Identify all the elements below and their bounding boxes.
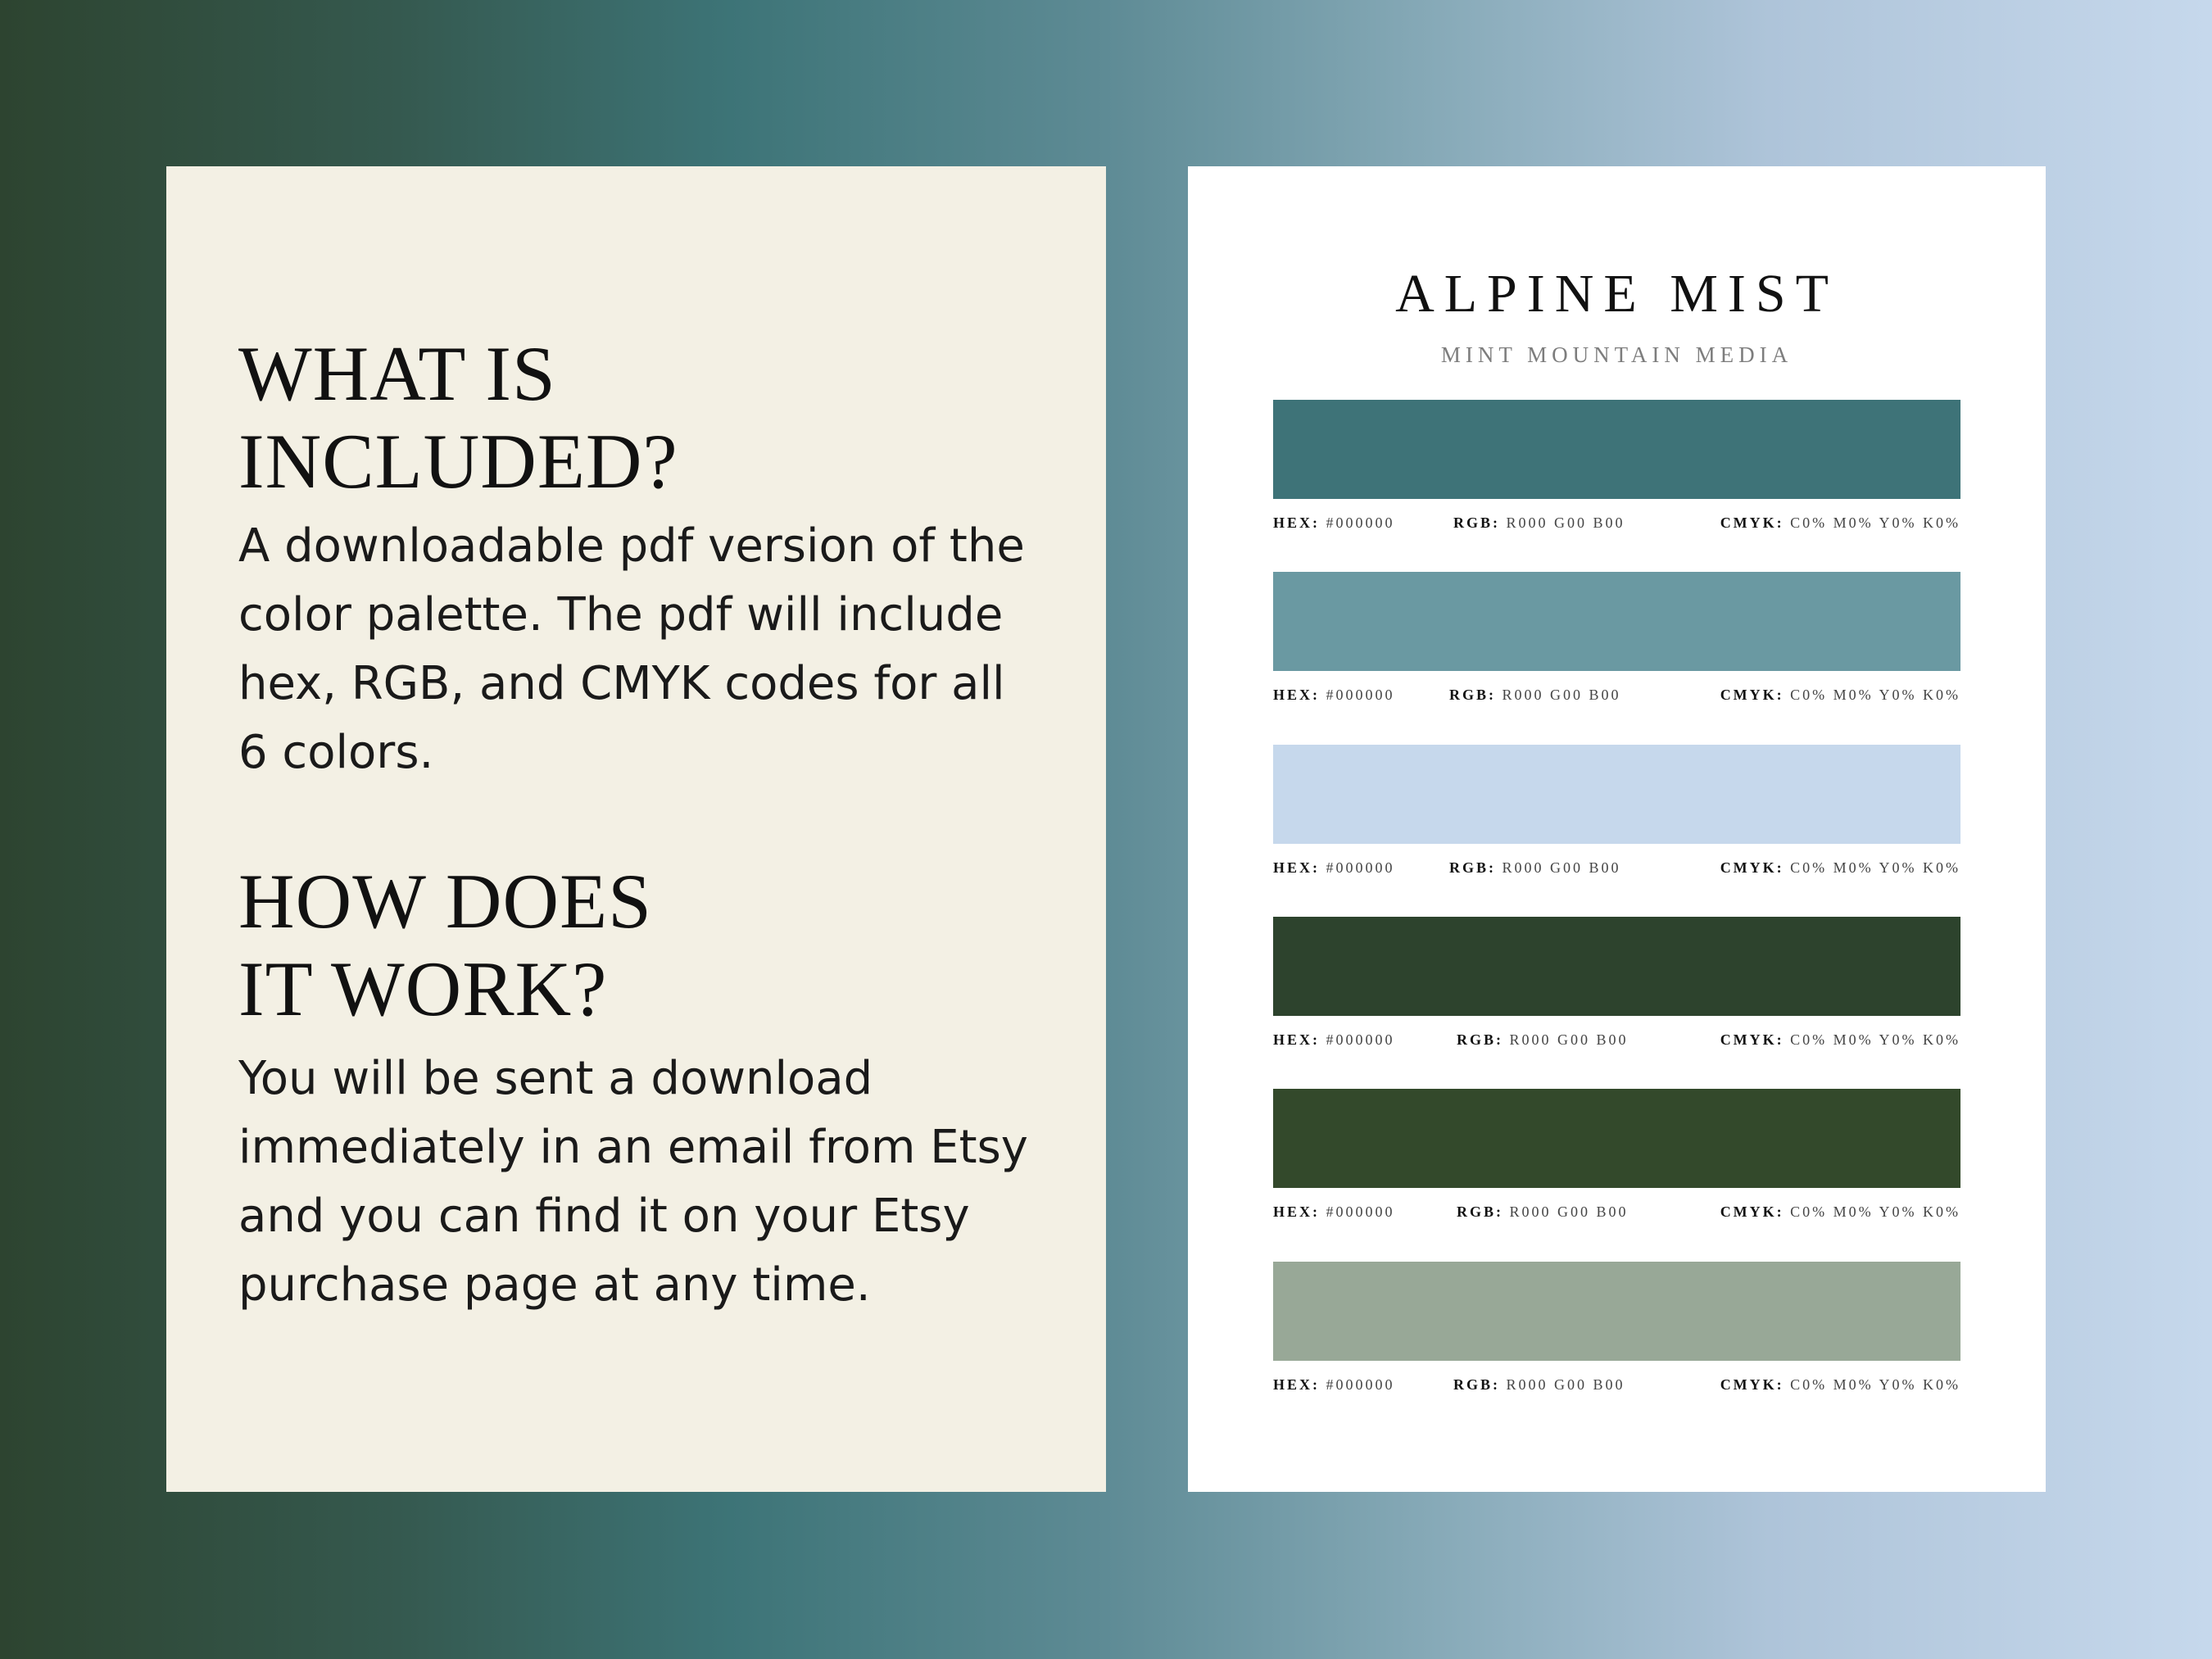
color-codes-5 xyxy=(1273,1203,1960,1228)
color-codes-1 xyxy=(1273,514,1960,539)
rgb-label: RGB: xyxy=(1453,514,1500,531)
hex-label: HEX: xyxy=(1273,1376,1320,1393)
palette-card xyxy=(1188,166,2046,1492)
color-codes-4 xyxy=(1273,1031,1960,1056)
cmyk-value: C0% M0% Y0% K0% xyxy=(1790,687,1960,703)
rgb-value: R000 G00 B00 xyxy=(1506,514,1625,531)
how-it-works-text: You will be sent a download immediately in an email from Etsy and you can find it on your Etsy purchase page at any time. xyxy=(238,1052,1028,1312)
rgb-label: RGB: xyxy=(1457,1203,1503,1220)
swatch-row-4 xyxy=(1273,917,1960,1056)
color-swatch-2 xyxy=(1273,572,1960,671)
hex-value: #000000 xyxy=(1326,514,1395,531)
cmyk-code xyxy=(1720,687,1960,704)
how-it-works-heading: HOW DOES IT WORK? xyxy=(238,858,652,1032)
rgb-code xyxy=(1453,1376,1625,1394)
cmyk-code xyxy=(1720,1203,1960,1221)
swatch-row-5 xyxy=(1273,1089,1960,1228)
hex-label: HEX: xyxy=(1273,687,1320,703)
color-swatch-3 xyxy=(1273,745,1960,844)
rgb-label: RGB: xyxy=(1449,687,1496,703)
rgb-label: RGB: xyxy=(1457,1031,1503,1048)
rgb-value: R000 G00 B00 xyxy=(1509,1031,1629,1048)
swatch-row-6 xyxy=(1273,1262,1960,1401)
swatch-row-1 xyxy=(1273,400,1960,539)
cmyk-label: CMYK: xyxy=(1720,1203,1784,1220)
hex-value: #000000 xyxy=(1326,859,1395,876)
palette-subtitle: MINT MOUNTAIN MEDIA xyxy=(1440,342,1793,367)
color-swatch-6 xyxy=(1273,1262,1960,1361)
hex-label: HEX: xyxy=(1273,1203,1320,1220)
color-swatch-4 xyxy=(1273,917,1960,1016)
color-swatch-1 xyxy=(1273,400,1960,499)
cmyk-code xyxy=(1720,859,1960,877)
hex-code xyxy=(1273,1203,1395,1221)
rgb-value: R000 G00 B00 xyxy=(1502,859,1621,876)
rgb-value: R000 G00 B00 xyxy=(1509,1203,1629,1220)
rgb-code xyxy=(1453,514,1625,532)
rgb-code xyxy=(1449,859,1621,877)
rgb-code xyxy=(1449,687,1621,704)
cmyk-value: C0% M0% Y0% K0% xyxy=(1790,1031,1960,1048)
color-codes-3 xyxy=(1273,859,1960,884)
swatch-row-2 xyxy=(1273,572,1960,711)
cmyk-label: CMYK: xyxy=(1720,687,1784,703)
palette-title: ALPINE MIST xyxy=(1395,264,1838,324)
hex-code xyxy=(1273,687,1395,704)
rgb-label: RGB: xyxy=(1453,1376,1500,1393)
cmyk-code xyxy=(1720,1376,1960,1394)
cmyk-value: C0% M0% Y0% K0% xyxy=(1790,514,1960,531)
hex-value: #000000 xyxy=(1326,687,1395,703)
hex-label: HEX: xyxy=(1273,1031,1320,1048)
rgb-label: RGB: xyxy=(1449,859,1496,876)
included-heading: WHAT IS INCLUDED? xyxy=(238,330,678,505)
rgb-value: R000 G00 B00 xyxy=(1502,687,1621,703)
hex-code xyxy=(1273,859,1395,877)
hex-code xyxy=(1273,1376,1395,1394)
hex-code xyxy=(1273,514,1395,532)
color-swatch-5 xyxy=(1273,1089,1960,1188)
hex-label: HEX: xyxy=(1273,859,1320,876)
cmyk-code xyxy=(1720,514,1960,532)
hex-value: #000000 xyxy=(1326,1031,1395,1048)
rgb-code xyxy=(1457,1031,1629,1049)
cmyk-label: CMYK: xyxy=(1720,514,1784,531)
rgb-code xyxy=(1457,1203,1629,1221)
cmyk-label: CMYK: xyxy=(1720,1031,1784,1048)
info-panel xyxy=(166,166,1106,1492)
color-codes-6 xyxy=(1273,1376,1960,1401)
included-text: A downloadable pdf version of the color palette. The pdf will include hex, RGB, and CMYK codes for all 6 colors. xyxy=(238,519,1025,779)
hex-value: #000000 xyxy=(1326,1376,1395,1393)
swatch-row-3 xyxy=(1273,745,1960,884)
cmyk-code xyxy=(1720,1031,1960,1049)
hex-code xyxy=(1273,1031,1395,1049)
cmyk-value: C0% M0% Y0% K0% xyxy=(1790,859,1960,876)
color-codes-2 xyxy=(1273,687,1960,711)
cmyk-label: CMYK: xyxy=(1720,1376,1784,1393)
cmyk-value: C0% M0% Y0% K0% xyxy=(1790,1203,1960,1220)
hex-value: #000000 xyxy=(1326,1203,1395,1220)
rgb-value: R000 G00 B00 xyxy=(1506,1376,1625,1393)
cmyk-value: C0% M0% Y0% K0% xyxy=(1790,1376,1960,1393)
cmyk-label: CMYK: xyxy=(1720,859,1784,876)
hex-label: HEX: xyxy=(1273,514,1320,531)
